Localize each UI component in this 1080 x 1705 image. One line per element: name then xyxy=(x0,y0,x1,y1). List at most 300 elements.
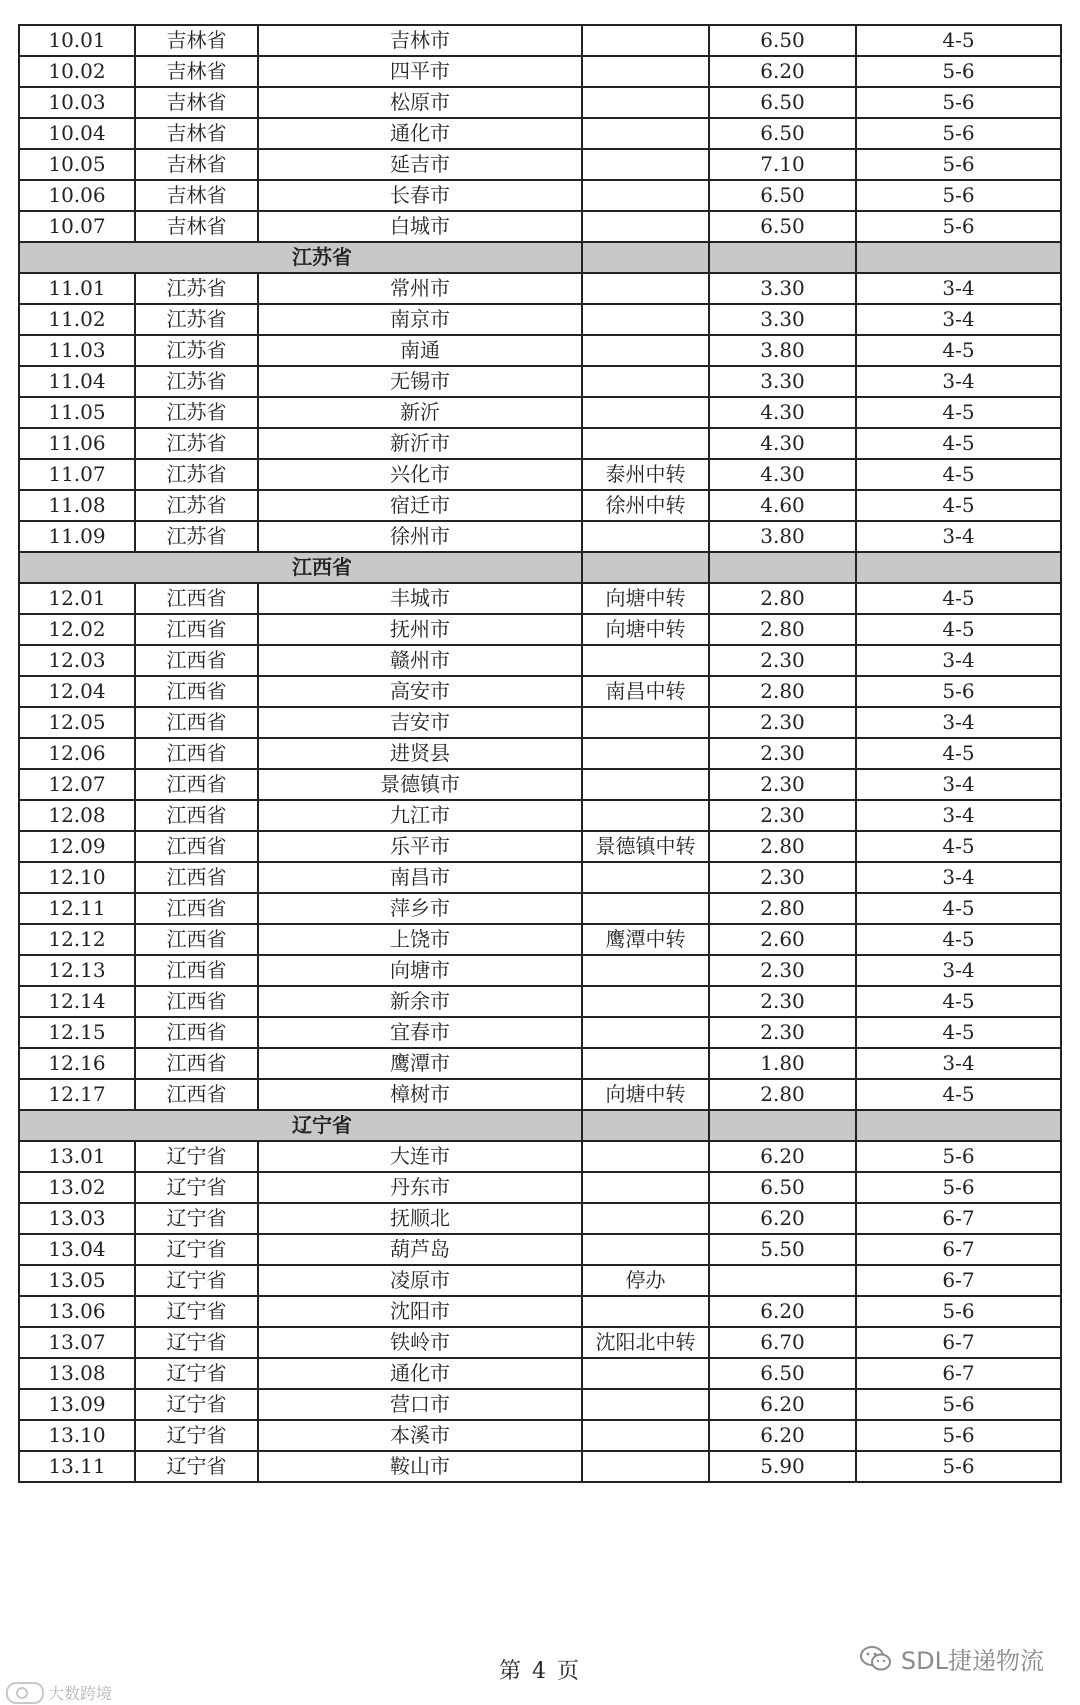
days-cell: 5-6 xyxy=(856,1172,1061,1203)
days-cell: 5-6 xyxy=(856,1451,1061,1482)
price-cell: 6.50 xyxy=(709,118,856,149)
days-cell: 5-6 xyxy=(856,149,1061,180)
price-cell: 2.30 xyxy=(709,955,856,986)
province-cell: 吉林省 xyxy=(135,118,258,149)
days-cell: 3-4 xyxy=(856,366,1061,397)
transfer-cell: 停办 xyxy=(582,1265,709,1296)
city-cell: 长春市 xyxy=(258,180,582,211)
province-cell: 江西省 xyxy=(135,769,258,800)
price-cell: 6.20 xyxy=(709,1296,856,1327)
province-cell: 辽宁省 xyxy=(135,1327,258,1358)
price-cell: 4.30 xyxy=(709,428,856,459)
days-cell: 4-5 xyxy=(856,397,1061,428)
price-cell: 1.80 xyxy=(709,1048,856,1079)
days-cell: 4-5 xyxy=(856,335,1061,366)
days-cell: 4-5 xyxy=(856,583,1061,614)
code-cell: 10.03 xyxy=(19,87,135,118)
province-cell: 江苏省 xyxy=(135,273,258,304)
transfer-cell xyxy=(582,366,709,397)
province-cell: 江西省 xyxy=(135,1079,258,1110)
table-row xyxy=(19,25,1061,56)
days-cell: 4-5 xyxy=(856,831,1061,862)
city-cell: 上饶市 xyxy=(258,924,582,955)
code-cell: 13.10 xyxy=(19,1420,135,1451)
province-cell: 江西省 xyxy=(135,645,258,676)
price-cell: 2.30 xyxy=(709,738,856,769)
days-cell: 4-5 xyxy=(856,614,1061,645)
city-cell: 无锡市 xyxy=(258,366,582,397)
city-cell: 高安市 xyxy=(258,676,582,707)
city-cell: 新沂 xyxy=(258,397,582,428)
city-cell: 景德镇市 xyxy=(258,769,582,800)
city-cell: 常州市 xyxy=(258,273,582,304)
city-cell: 铁岭市 xyxy=(258,1327,582,1358)
province-cell: 江苏省 xyxy=(135,428,258,459)
city-cell: 通化市 xyxy=(258,1358,582,1389)
price-cell: 6.50 xyxy=(709,1358,856,1389)
transfer-cell xyxy=(582,56,709,87)
watermark-right xyxy=(859,1641,1044,1676)
province-cell: 江苏省 xyxy=(135,521,258,552)
code-cell: 10.05 xyxy=(19,149,135,180)
section-title: 江西省 xyxy=(19,552,582,583)
transfer-cell: 南昌中转 xyxy=(582,676,709,707)
province-cell: 吉林省 xyxy=(135,87,258,118)
province-cell: 辽宁省 xyxy=(135,1389,258,1420)
city-cell: 南通 xyxy=(258,335,582,366)
price-cell: 2.80 xyxy=(709,1079,856,1110)
code-cell: 11.06 xyxy=(19,428,135,459)
price-cell: 2.30 xyxy=(709,986,856,1017)
transfer-cell: 向塘中转 xyxy=(582,583,709,614)
code-cell: 10.04 xyxy=(19,118,135,149)
days-cell: 4-5 xyxy=(856,459,1061,490)
price-cell: 2.30 xyxy=(709,800,856,831)
transfer-cell xyxy=(582,738,709,769)
days-cell: 4-5 xyxy=(856,1079,1061,1110)
table-row xyxy=(19,490,1061,521)
province-cell: 吉林省 xyxy=(135,56,258,87)
days-cell: 4-5 xyxy=(856,1017,1061,1048)
price-cell: 4.30 xyxy=(709,459,856,490)
price-cell: 4.60 xyxy=(709,490,856,521)
city-cell: 向塘市 xyxy=(258,955,582,986)
section-header-row xyxy=(19,1110,1061,1141)
table-row xyxy=(19,1172,1061,1203)
days-cell: 4-5 xyxy=(856,738,1061,769)
table-row xyxy=(19,1265,1061,1296)
city-cell: 新余市 xyxy=(258,986,582,1017)
city-cell: 葫芦岛 xyxy=(258,1234,582,1265)
watermark-left xyxy=(6,1681,112,1704)
province-cell: 辽宁省 xyxy=(135,1172,258,1203)
table-row xyxy=(19,583,1061,614)
province-cell: 江西省 xyxy=(135,1048,258,1079)
days-cell: 3-4 xyxy=(856,645,1061,676)
code-cell: 11.07 xyxy=(19,459,135,490)
city-cell: 进贤县 xyxy=(258,738,582,769)
price-cell: 6.20 xyxy=(709,1141,856,1172)
province-cell: 辽宁省 xyxy=(135,1234,258,1265)
section-header-row xyxy=(19,242,1061,273)
days-cell: 6-7 xyxy=(856,1234,1061,1265)
code-cell: 11.09 xyxy=(19,521,135,552)
province-cell: 江西省 xyxy=(135,893,258,924)
rate-table-body xyxy=(19,25,1061,1482)
transfer-cell: 景德镇中转 xyxy=(582,831,709,862)
price-cell: 2.80 xyxy=(709,583,856,614)
transfer-cell xyxy=(582,428,709,459)
section-empty-cell xyxy=(709,552,856,583)
city-cell: 鹰潭市 xyxy=(258,1048,582,1079)
code-cell: 12.01 xyxy=(19,583,135,614)
city-cell: 樟树市 xyxy=(258,1079,582,1110)
code-cell: 11.04 xyxy=(19,366,135,397)
price-cell: 3.30 xyxy=(709,273,856,304)
province-cell: 江西省 xyxy=(135,707,258,738)
table-row xyxy=(19,614,1061,645)
price-cell: 3.30 xyxy=(709,304,856,335)
days-cell: 3-4 xyxy=(856,304,1061,335)
table-row xyxy=(19,1048,1061,1079)
watermark-left-text: 大数跨境 xyxy=(48,1684,113,1703)
code-cell: 12.03 xyxy=(19,645,135,676)
city-cell: 凌原市 xyxy=(258,1265,582,1296)
province-cell: 江西省 xyxy=(135,986,258,1017)
code-cell: 12.05 xyxy=(19,707,135,738)
table-row xyxy=(19,645,1061,676)
days-cell: 5-6 xyxy=(856,676,1061,707)
transfer-cell xyxy=(582,180,709,211)
transfer-cell xyxy=(582,521,709,552)
price-cell: 6.50 xyxy=(709,87,856,118)
table-row xyxy=(19,1296,1061,1327)
transfer-cell: 徐州中转 xyxy=(582,490,709,521)
section-header-row xyxy=(19,552,1061,583)
days-cell: 3-4 xyxy=(856,769,1061,800)
transfer-cell: 鹰潭中转 xyxy=(582,924,709,955)
transfer-cell xyxy=(582,304,709,335)
days-cell: 5-6 xyxy=(856,1296,1061,1327)
code-cell: 11.03 xyxy=(19,335,135,366)
transfer-cell xyxy=(582,1048,709,1079)
table-row xyxy=(19,397,1061,428)
price-cell: 6.20 xyxy=(709,1420,856,1451)
code-cell: 12.04 xyxy=(19,676,135,707)
code-cell: 12.12 xyxy=(19,924,135,955)
price-cell: 3.80 xyxy=(709,335,856,366)
province-cell: 江西省 xyxy=(135,924,258,955)
section-title: 辽宁省 xyxy=(19,1110,582,1141)
code-cell: 13.04 xyxy=(19,1234,135,1265)
province-cell: 辽宁省 xyxy=(135,1141,258,1172)
code-cell: 11.02 xyxy=(19,304,135,335)
days-cell: 4-5 xyxy=(856,428,1061,459)
price-cell: 5.90 xyxy=(709,1451,856,1482)
city-cell: 新沂市 xyxy=(258,428,582,459)
transfer-cell xyxy=(582,707,709,738)
section-empty-cell xyxy=(856,1110,1061,1141)
table-row xyxy=(19,1451,1061,1482)
days-cell: 6-7 xyxy=(856,1265,1061,1296)
transfer-cell xyxy=(582,1234,709,1265)
price-cell: 2.80 xyxy=(709,831,856,862)
transfer-cell xyxy=(582,1420,709,1451)
price-cell: 5.50 xyxy=(709,1234,856,1265)
table-row xyxy=(19,862,1061,893)
code-cell: 10.02 xyxy=(19,56,135,87)
code-cell: 12.07 xyxy=(19,769,135,800)
price-cell xyxy=(709,1265,856,1296)
province-cell: 辽宁省 xyxy=(135,1265,258,1296)
city-cell: 沈阳市 xyxy=(258,1296,582,1327)
table-row xyxy=(19,986,1061,1017)
code-cell: 12.09 xyxy=(19,831,135,862)
table-row xyxy=(19,1079,1061,1110)
table-row xyxy=(19,180,1061,211)
price-cell: 6.50 xyxy=(709,1172,856,1203)
transfer-cell xyxy=(582,955,709,986)
city-cell: 白城市 xyxy=(258,211,582,242)
city-cell: 乐平市 xyxy=(258,831,582,862)
days-cell: 3-4 xyxy=(856,521,1061,552)
transfer-cell xyxy=(582,1141,709,1172)
days-cell: 4-5 xyxy=(856,490,1061,521)
transfer-cell xyxy=(582,273,709,304)
code-cell: 12.15 xyxy=(19,1017,135,1048)
table-row xyxy=(19,1389,1061,1420)
days-cell: 4-5 xyxy=(856,25,1061,56)
table-row xyxy=(19,118,1061,149)
province-cell: 江西省 xyxy=(135,800,258,831)
days-cell: 3-4 xyxy=(856,800,1061,831)
days-cell: 6-7 xyxy=(856,1327,1061,1358)
province-cell: 江西省 xyxy=(135,955,258,986)
city-cell: 徐州市 xyxy=(258,521,582,552)
section-empty-cell xyxy=(582,242,709,273)
transfer-cell xyxy=(582,25,709,56)
city-cell: 本溪市 xyxy=(258,1420,582,1451)
transfer-cell xyxy=(582,1172,709,1203)
days-cell: 5-6 xyxy=(856,1389,1061,1420)
price-cell: 6.50 xyxy=(709,25,856,56)
province-cell: 辽宁省 xyxy=(135,1358,258,1389)
days-cell: 3-4 xyxy=(856,955,1061,986)
table-row xyxy=(19,149,1061,180)
city-cell: 四平市 xyxy=(258,56,582,87)
code-cell: 13.05 xyxy=(19,1265,135,1296)
code-cell: 13.08 xyxy=(19,1358,135,1389)
province-cell: 江苏省 xyxy=(135,490,258,521)
table-row xyxy=(19,459,1061,490)
transfer-cell xyxy=(582,335,709,366)
code-cell: 13.01 xyxy=(19,1141,135,1172)
city-cell: 抚州市 xyxy=(258,614,582,645)
table-row xyxy=(19,1234,1061,1265)
section-empty-cell xyxy=(856,242,1061,273)
province-cell: 辽宁省 xyxy=(135,1296,258,1327)
price-cell: 2.60 xyxy=(709,924,856,955)
transfer-cell xyxy=(582,1203,709,1234)
province-cell: 江苏省 xyxy=(135,335,258,366)
table-row xyxy=(19,1141,1061,1172)
transfer-cell xyxy=(582,1017,709,1048)
price-cell: 3.30 xyxy=(709,366,856,397)
table-row xyxy=(19,1203,1061,1234)
city-cell: 通化市 xyxy=(258,118,582,149)
table-row xyxy=(19,335,1061,366)
section-title: 江苏省 xyxy=(19,242,582,273)
city-cell: 赣州市 xyxy=(258,645,582,676)
section-empty-cell xyxy=(709,242,856,273)
price-cell: 2.30 xyxy=(709,645,856,676)
days-cell: 6-7 xyxy=(856,1203,1061,1234)
days-cell: 4-5 xyxy=(856,986,1061,1017)
code-cell: 12.08 xyxy=(19,800,135,831)
city-cell: 南昌市 xyxy=(258,862,582,893)
code-cell: 10.01 xyxy=(19,25,135,56)
rate-table xyxy=(18,24,1062,1483)
table-row xyxy=(19,428,1061,459)
city-cell: 抚顺北 xyxy=(258,1203,582,1234)
code-cell: 12.13 xyxy=(19,955,135,986)
code-cell: 12.06 xyxy=(19,738,135,769)
transfer-cell xyxy=(582,862,709,893)
days-cell: 3-4 xyxy=(856,1048,1061,1079)
code-cell: 13.02 xyxy=(19,1172,135,1203)
code-cell: 11.08 xyxy=(19,490,135,521)
city-cell: 九江市 xyxy=(258,800,582,831)
province-cell: 江西省 xyxy=(135,831,258,862)
province-cell: 吉林省 xyxy=(135,211,258,242)
transfer-cell xyxy=(582,800,709,831)
price-cell: 3.80 xyxy=(709,521,856,552)
days-cell: 3-4 xyxy=(856,707,1061,738)
city-cell: 宿迁市 xyxy=(258,490,582,521)
price-cell: 4.30 xyxy=(709,397,856,428)
code-cell: 11.01 xyxy=(19,273,135,304)
province-cell: 辽宁省 xyxy=(135,1451,258,1482)
transfer-cell xyxy=(582,769,709,800)
table-row xyxy=(19,707,1061,738)
table-row xyxy=(19,1017,1061,1048)
code-cell: 13.11 xyxy=(19,1451,135,1482)
city-cell: 兴化市 xyxy=(258,459,582,490)
table-row xyxy=(19,366,1061,397)
price-cell: 2.30 xyxy=(709,1017,856,1048)
code-cell: 13.09 xyxy=(19,1389,135,1420)
transfer-cell xyxy=(582,1451,709,1482)
price-cell: 6.70 xyxy=(709,1327,856,1358)
price-cell: 2.30 xyxy=(709,862,856,893)
transfer-cell xyxy=(582,149,709,180)
section-empty-cell xyxy=(709,1110,856,1141)
transfer-cell xyxy=(582,1358,709,1389)
code-cell: 13.03 xyxy=(19,1203,135,1234)
price-cell: 6.20 xyxy=(709,1389,856,1420)
table-row xyxy=(19,87,1061,118)
table-row xyxy=(19,738,1061,769)
transfer-cell xyxy=(582,118,709,149)
section-empty-cell xyxy=(856,552,1061,583)
days-cell: 4-5 xyxy=(856,924,1061,955)
province-cell: 江西省 xyxy=(135,1017,258,1048)
table-row xyxy=(19,955,1061,986)
province-cell: 江西省 xyxy=(135,614,258,645)
table-row xyxy=(19,893,1061,924)
table-row xyxy=(19,273,1061,304)
table-row xyxy=(19,1358,1061,1389)
table-row xyxy=(19,831,1061,862)
logo-icon xyxy=(6,1682,44,1704)
days-cell: 5-6 xyxy=(856,87,1061,118)
transfer-cell: 向塘中转 xyxy=(582,1079,709,1110)
province-cell: 辽宁省 xyxy=(135,1203,258,1234)
days-cell: 3-4 xyxy=(856,273,1061,304)
province-cell: 吉林省 xyxy=(135,25,258,56)
table-row xyxy=(19,769,1061,800)
code-cell: 13.07 xyxy=(19,1327,135,1358)
table-row xyxy=(19,56,1061,87)
table-row xyxy=(19,1420,1061,1451)
code-cell: 12.11 xyxy=(19,893,135,924)
city-cell: 萍乡市 xyxy=(258,893,582,924)
province-cell: 吉林省 xyxy=(135,149,258,180)
days-cell: 6-7 xyxy=(856,1358,1061,1389)
transfer-cell: 向塘中转 xyxy=(582,614,709,645)
code-cell: 12.10 xyxy=(19,862,135,893)
city-cell: 营口市 xyxy=(258,1389,582,1420)
wechat-icon xyxy=(859,1645,893,1673)
price-cell: 2.80 xyxy=(709,676,856,707)
days-cell: 5-6 xyxy=(856,118,1061,149)
section-empty-cell xyxy=(582,1110,709,1141)
city-cell: 松原市 xyxy=(258,87,582,118)
table-row xyxy=(19,800,1061,831)
province-cell: 江西省 xyxy=(135,583,258,614)
price-cell: 2.80 xyxy=(709,893,856,924)
code-cell: 12.14 xyxy=(19,986,135,1017)
section-empty-cell xyxy=(582,552,709,583)
price-cell: 7.10 xyxy=(709,149,856,180)
price-cell: 6.20 xyxy=(709,1203,856,1234)
transfer-cell xyxy=(582,1389,709,1420)
province-cell: 江苏省 xyxy=(135,304,258,335)
days-cell: 5-6 xyxy=(856,56,1061,87)
table-row xyxy=(19,304,1061,335)
code-cell: 12.16 xyxy=(19,1048,135,1079)
transfer-cell xyxy=(582,893,709,924)
province-cell: 江西省 xyxy=(135,738,258,769)
price-cell: 2.30 xyxy=(709,707,856,738)
transfer-cell: 泰州中转 xyxy=(582,459,709,490)
table-row xyxy=(19,211,1061,242)
watermark-right-text: SDL捷递物流 xyxy=(900,1647,1044,1675)
transfer-cell xyxy=(582,645,709,676)
province-cell: 江苏省 xyxy=(135,366,258,397)
days-cell: 5-6 xyxy=(856,211,1061,242)
province-cell: 江苏省 xyxy=(135,459,258,490)
code-cell: 10.06 xyxy=(19,180,135,211)
city-cell: 吉安市 xyxy=(258,707,582,738)
code-cell: 12.02 xyxy=(19,614,135,645)
price-cell: 6.50 xyxy=(709,211,856,242)
table-row xyxy=(19,521,1061,552)
city-cell: 南京市 xyxy=(258,304,582,335)
province-cell: 辽宁省 xyxy=(135,1420,258,1451)
table-row xyxy=(19,676,1061,707)
days-cell: 5-6 xyxy=(856,1141,1061,1172)
